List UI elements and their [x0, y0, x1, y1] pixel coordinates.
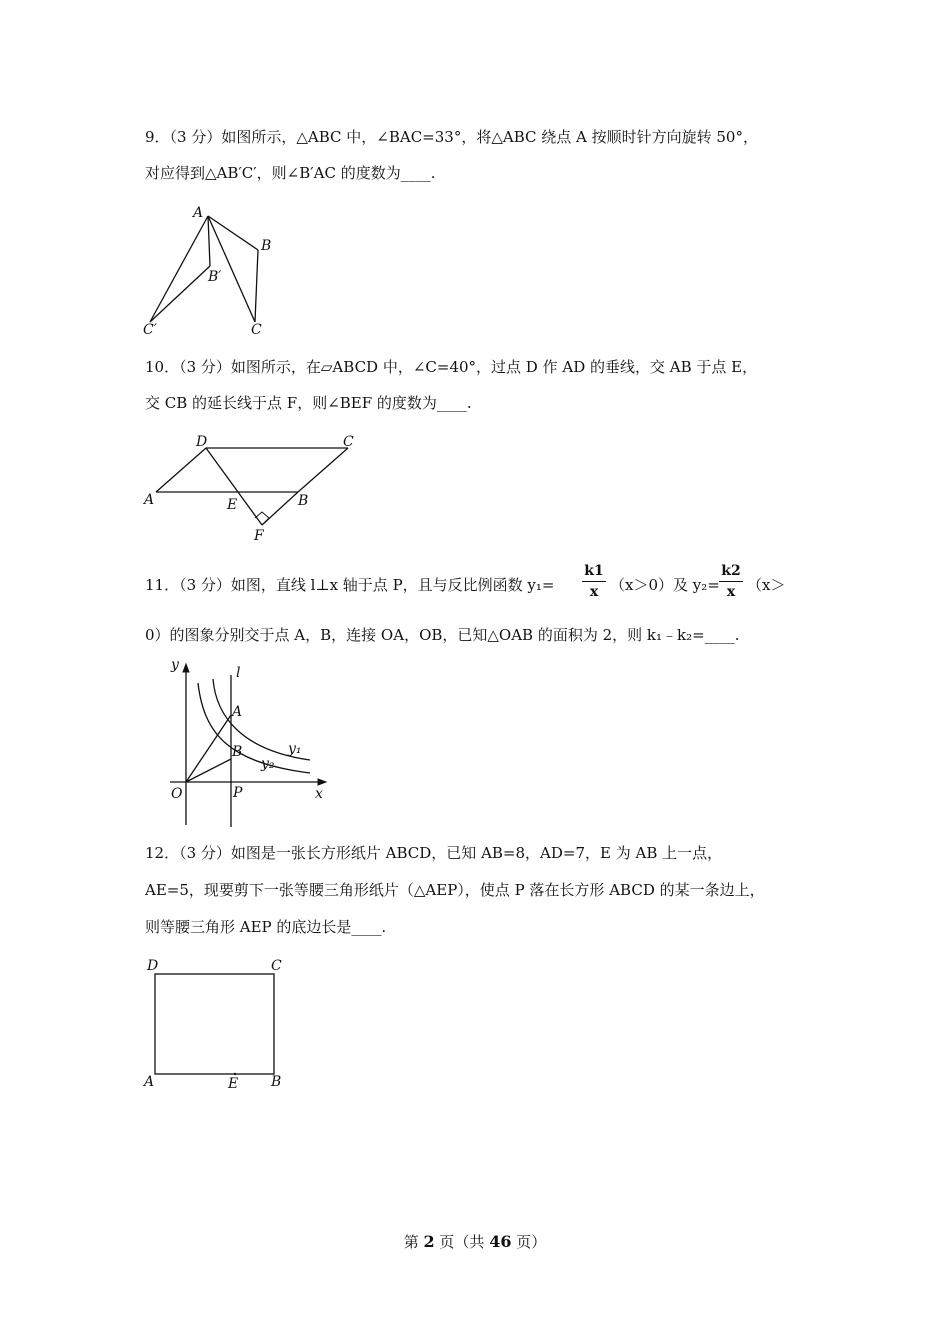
q11-label-l: l: [236, 665, 241, 681]
q11-label-o: O: [171, 786, 183, 802]
q9-label-bprime: B′: [208, 269, 222, 285]
q10-text-line2: 交 CB 的延长线于点 F，则∠BEF 的度数为____.: [145, 394, 472, 412]
q11-label-a: A: [232, 704, 243, 720]
q10-label-d: D: [196, 434, 208, 450]
footer-middle: 页（共: [434, 1233, 490, 1251]
q9-label-cprime: C′: [143, 322, 157, 338]
q12-label-c: C: [271, 958, 282, 974]
q11-text-line1-c: （x＞: [747, 576, 786, 594]
q9-text-line2: 对应得到△AB′C′，则∠B′AC 的度数为____.: [145, 164, 436, 182]
q10-label-f: F: [254, 528, 264, 544]
q9-text-line1: 9．（3 分）如图所示，△ABC 中，∠BAC=33°，将△ABC 绕点 A 按顺时针方向旋转 50°，: [145, 128, 758, 146]
footer-page-number: 2: [423, 1232, 435, 1251]
q12-figure: [140, 955, 300, 1095]
q11-text-line2: 0）的图象分别交于点 A，B，连接 OA，OB，已知△OAB 的面积为 2，则 k₁﹣k₂=____.: [145, 626, 740, 644]
q10-label-e: E: [227, 497, 238, 513]
q11-fraction-k2-denominator: x: [726, 584, 736, 600]
footer-suffix: 页）: [511, 1233, 547, 1251]
q11-fraction-k1-numerator: k1: [582, 563, 606, 582]
q10-label-c: C: [343, 434, 354, 450]
q12-label-d: D: [147, 958, 159, 974]
q9-label-a: A: [193, 205, 204, 221]
q11-label-y2: y₂: [261, 756, 275, 772]
page-footer: [0, 1231, 950, 1252]
q11-label-b: B: [232, 744, 243, 760]
q11-label-x-axis: x: [315, 786, 323, 802]
q11-label-y-axis: y: [171, 657, 179, 673]
footer-total-pages: 46: [489, 1232, 512, 1251]
q11-figure: [140, 655, 340, 830]
q12-label-e: E: [228, 1076, 239, 1092]
q12-label-b: B: [271, 1074, 282, 1090]
q11-fraction-k1: [582, 563, 606, 600]
q11-fraction-k1-denominator: x: [589, 584, 599, 600]
q10-label-a: A: [144, 492, 155, 508]
q11-text-line1-a: 11．（3 分）如图，直线 l⊥x 轴于点 P，且与反比例函数 y₁=: [145, 576, 555, 594]
q11-text-line1-b: （x＞0）及 y₂=: [610, 576, 720, 594]
q10-text-line1: 10．（3 分）如图所示，在▱ABCD 中，∠C=40°，过点 D 作 AD 的垂线，交 AB 于点 E，: [145, 358, 758, 376]
q10-figure: [140, 430, 370, 545]
q11-fraction-k2: [719, 563, 743, 600]
q12-label-a: A: [144, 1074, 155, 1090]
q10-label-b: B: [298, 493, 309, 509]
q11-label-y1: y₁: [288, 741, 302, 757]
q11-label-p: P: [233, 785, 243, 801]
footer-prefix: 第: [403, 1233, 424, 1251]
q9-label-c: C: [251, 322, 262, 338]
q12-text-line2: AE=5，现要剪下一张等腰三角形纸片（△AEP），使点 P 落在长方形 ABCD 的某一条边上，: [145, 881, 765, 899]
q12-text-line1: 12．（3 分）如图是一张长方形纸片 ABCD，已知 AB=8，AD=7，E 为 AB 上一点，: [145, 844, 723, 862]
q12-text-line3: 则等腰三角形 AEP 的底边长是____.: [145, 918, 387, 936]
q11-fraction-k2-numerator: k2: [719, 563, 743, 582]
q9-figure: [140, 200, 280, 340]
q9-label-b: B: [261, 238, 272, 254]
